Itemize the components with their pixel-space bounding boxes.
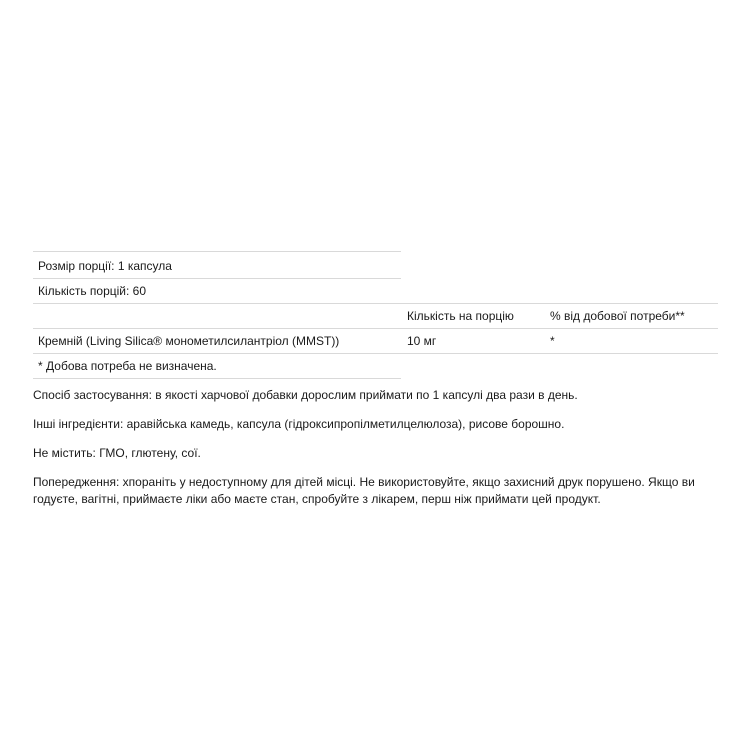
other-ingredients-text: Інші інгредієнти: аравійська камедь, капсула (гідроксипропілметилцелюлоза), рисове борошно. xyxy=(33,417,565,431)
product-notes xyxy=(33,387,718,520)
free-of-text: Не містить: ГМО, глютену, сої. xyxy=(33,446,201,460)
divider xyxy=(33,378,401,379)
ingredient-row xyxy=(33,329,718,354)
footnote-row xyxy=(33,354,401,379)
servings-count-row xyxy=(33,279,401,304)
usage-text: Спосіб застосування: в якості харчової добавки дорослим приймати по 1 капсулі два рази в день. xyxy=(33,388,578,402)
amount-per-serving-header: Кількість на порцію xyxy=(407,309,514,323)
warning-text: Попередження: хпораніть у недоступному для дітей місці. Не використовуйте, якщо захисний друк порушено. Якщо ви годуєте, вагітні, приймаєте ліки або маєте стан, спробуйте з лікарем, перш ніж приймати цей продукт. xyxy=(33,475,695,506)
divider xyxy=(33,251,401,252)
table-header-row xyxy=(33,304,718,329)
serving-size-text: Розмір порції: 1 капсула xyxy=(38,259,172,273)
ingredient-amount: 10 мг xyxy=(407,334,437,348)
ingredient-daily-value: * xyxy=(550,334,555,348)
servings-count-text: Кількість порцій: 60 xyxy=(38,284,147,298)
serving-size-row xyxy=(33,254,401,279)
supplement-facts-table xyxy=(33,251,718,379)
daily-value-header: % від добової потреби** xyxy=(550,309,685,323)
ingredient-name: Кремній (Living Silica® монометилсилантріол (MMST)) xyxy=(38,334,340,348)
footnote-text: * Добова потреба не визначена. xyxy=(38,359,217,373)
